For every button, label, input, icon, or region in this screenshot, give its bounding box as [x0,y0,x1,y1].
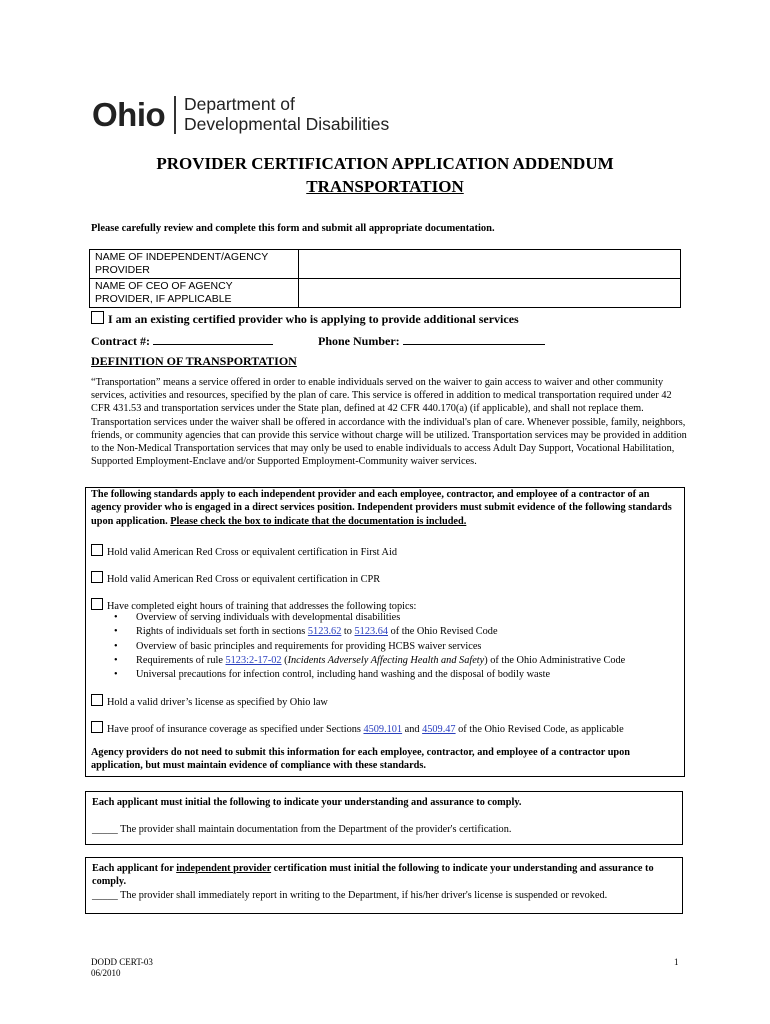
ceo-name-label [90,279,299,308]
existing-provider-label: I am an existing certified provider who is applying to provide additional services [108,312,519,326]
training-topics-list [110,611,625,682]
training-label: Have completed eight hours of training that addresses the following topics: [107,601,417,612]
cpr-checkbox[interactable] [91,571,103,583]
logo-department [184,94,389,134]
topic-text: Universal precautions for infection control, including hand washing and the disposal of bodily waste [136,669,551,681]
provider-info-table [89,249,681,308]
provider-name-label-line1: NAME OF INDEPENDENT/AGENCY [95,251,269,263]
orc-4509-47-link[interactable]: 4509.47 [422,724,456,735]
phone-field[interactable] [403,333,545,345]
orc-4509-101-link[interactable]: 4509.101 [363,724,403,735]
topic-text: to [341,626,355,638]
provider-name-field[interactable] [299,250,681,279]
assurance-independent-statement [92,889,607,902]
assurance-all-box [85,791,683,845]
license-checkbox[interactable] [91,694,103,706]
insurance-item [91,721,624,736]
list-item [110,625,625,639]
cpr-item [91,571,380,586]
topic-text: ) of the Ohio Administrative Code [484,654,626,666]
logo-wordmark: Ohio [92,96,166,133]
list-item [110,611,625,625]
table-row [90,250,681,279]
standards-box [85,487,685,777]
ceo-name-label-line1: NAME OF CEO OF AGENCY [95,280,233,292]
assurance-independent-heading [92,862,677,889]
definition-heading: DEFINITION OF TRANSPORTATION [91,354,297,368]
assurance-all-heading: Each applicant must initial the following to indicate your understanding and assurance to comply. [92,797,522,808]
list-item [110,668,625,682]
existing-provider-checkbox[interactable] [91,311,104,324]
page-number: 1 [674,957,679,967]
standards-closing: Agency providers do not need to submit this information for each employee, contractor, and employee of a contractor upon application, but must maintain evidence of compliance with these standards. [91,747,631,772]
heading-text: certification must initial the following to indicate your understanding and assurance to comply. [92,863,654,888]
standards-intro-instruction: Please check the box to indicate that the documentation is included. [170,515,467,527]
phone-label: Phone Number: [318,334,400,348]
license-item [91,694,328,709]
topic-text: Requirements of rule [136,654,226,666]
standards-intro [91,488,681,528]
rule-title: Incidents Adversely Affecting Health and Safety [287,654,485,666]
contract-label: Contract #: [91,334,150,348]
heading-emphasis: independent provider [176,863,272,874]
topic-text: Overview of basic principles and requirements for providing HCBS waiver services [136,640,482,652]
initial-field[interactable]: _____ [92,824,118,835]
definition-body: “Transportation” means a service offered in order to enable individuals served on the waiver to gain access to waiver and other community services, activities and resources, specified by the plan of care. This service is offered in addition to medical transportation required under 42 CFR 431.53 and transportation services under the State plan, defined at 42 CFR 440.170(a) (if applicable), and shall not replace them. Transportation services under the waiver shall be offered in accordance with the individual's plan of care. Whenever possible, family, neighbors, friends, or community agencies that can provide this service without charge will be utilized. Transportation services may be provided in addition to the Non-Medical Transportation services that may only be used to enable individuals to access Adult Day Support, Vocational Habilitation, Supported Employment-Enclave and/or Supported Employment-Community waiver services. [91,377,687,468]
provider-name-label-line2: PROVIDER [95,264,150,276]
topic-text: Overview of serving individuals with developmental disabilities [136,612,401,623]
cpr-label: Hold valid American Red Cross or equivalent certification in CPR [107,574,381,585]
table-row [90,279,681,308]
assurance-all-text: The provider shall maintain documentation from the Department of the provider's certification. [117,824,512,835]
insurance-label: and [402,724,423,735]
phone-row [318,333,545,349]
orc-5123-62-link[interactable]: 5123.62 [307,626,342,638]
contract-row [91,333,273,349]
first-aid-checkbox[interactable] [91,544,103,556]
orc-5123-64-link[interactable]: 5123.64 [354,626,388,638]
first-aid-label: Hold valid American Red Cross or equivalent certification in First Aid [107,547,397,558]
insurance-label: of the Ohio Revised Code, as applicable [455,724,624,735]
form-subtitle: TRANSPORTATION [306,177,464,196]
contract-field[interactable] [153,333,273,345]
form-date: 06/2010 [91,968,121,978]
logo-department-line1: Department of [184,94,295,114]
insurance-label: Have proof of insurance coverage as specified under Sections [107,724,364,735]
list-item: • Requirements of rule 5123:2-17-02 (Incidents Adversely Affecting Health and Safety) of the Ohio Administrative Code [110,654,625,668]
first-aid-item [91,544,397,559]
existing-provider-option [91,311,519,327]
insurance-checkbox[interactable] [91,721,103,733]
provider-name-label [90,250,299,279]
ceo-name-field[interactable] [299,279,681,308]
initial-field[interactable]: _____ [92,890,118,901]
assurance-all-statement [92,823,511,836]
license-label: Hold a valid driver’s license as specified by Ohio law [107,697,328,708]
heading-text: Each applicant for [92,863,177,874]
form-id: DODD CERT-03 [91,957,153,967]
topic-text: Rights of individuals set forth in sections [136,626,308,638]
list-item [110,640,625,654]
ceo-name-label-line2: PROVIDER, IF APPLICABLE [95,293,232,305]
form-footer [91,957,153,979]
logo-department-line2: Developmental Disabilities [184,114,390,134]
form-title: PROVIDER CERTIFICATION APPLICATION ADDENDUM [156,154,614,173]
topic-text: of the Ohio Revised Code [388,626,498,638]
training-checkbox[interactable] [91,598,103,610]
ohio-dodd-logo [92,94,422,136]
assurance-independent-text: The provider shall immediately report in writing to the Department, if his/her driver's license is suspended or revoked. [117,890,608,901]
assurance-independent-box [85,857,683,914]
logo-divider [174,96,176,134]
form-instructions: Please carefully review and complete this form and submit all appropriate documentation. [91,223,495,234]
standards-intro-text: The following standards apply to each independent provider and each employee, contractor, and employee of a contractor of an agency provider who is engaged in a direct services position. Independent providers must submit evidence of the following standards upon application. [91,489,672,527]
rule-5123-2-17-02-link[interactable]: 5123:2-17-02 [225,654,282,666]
